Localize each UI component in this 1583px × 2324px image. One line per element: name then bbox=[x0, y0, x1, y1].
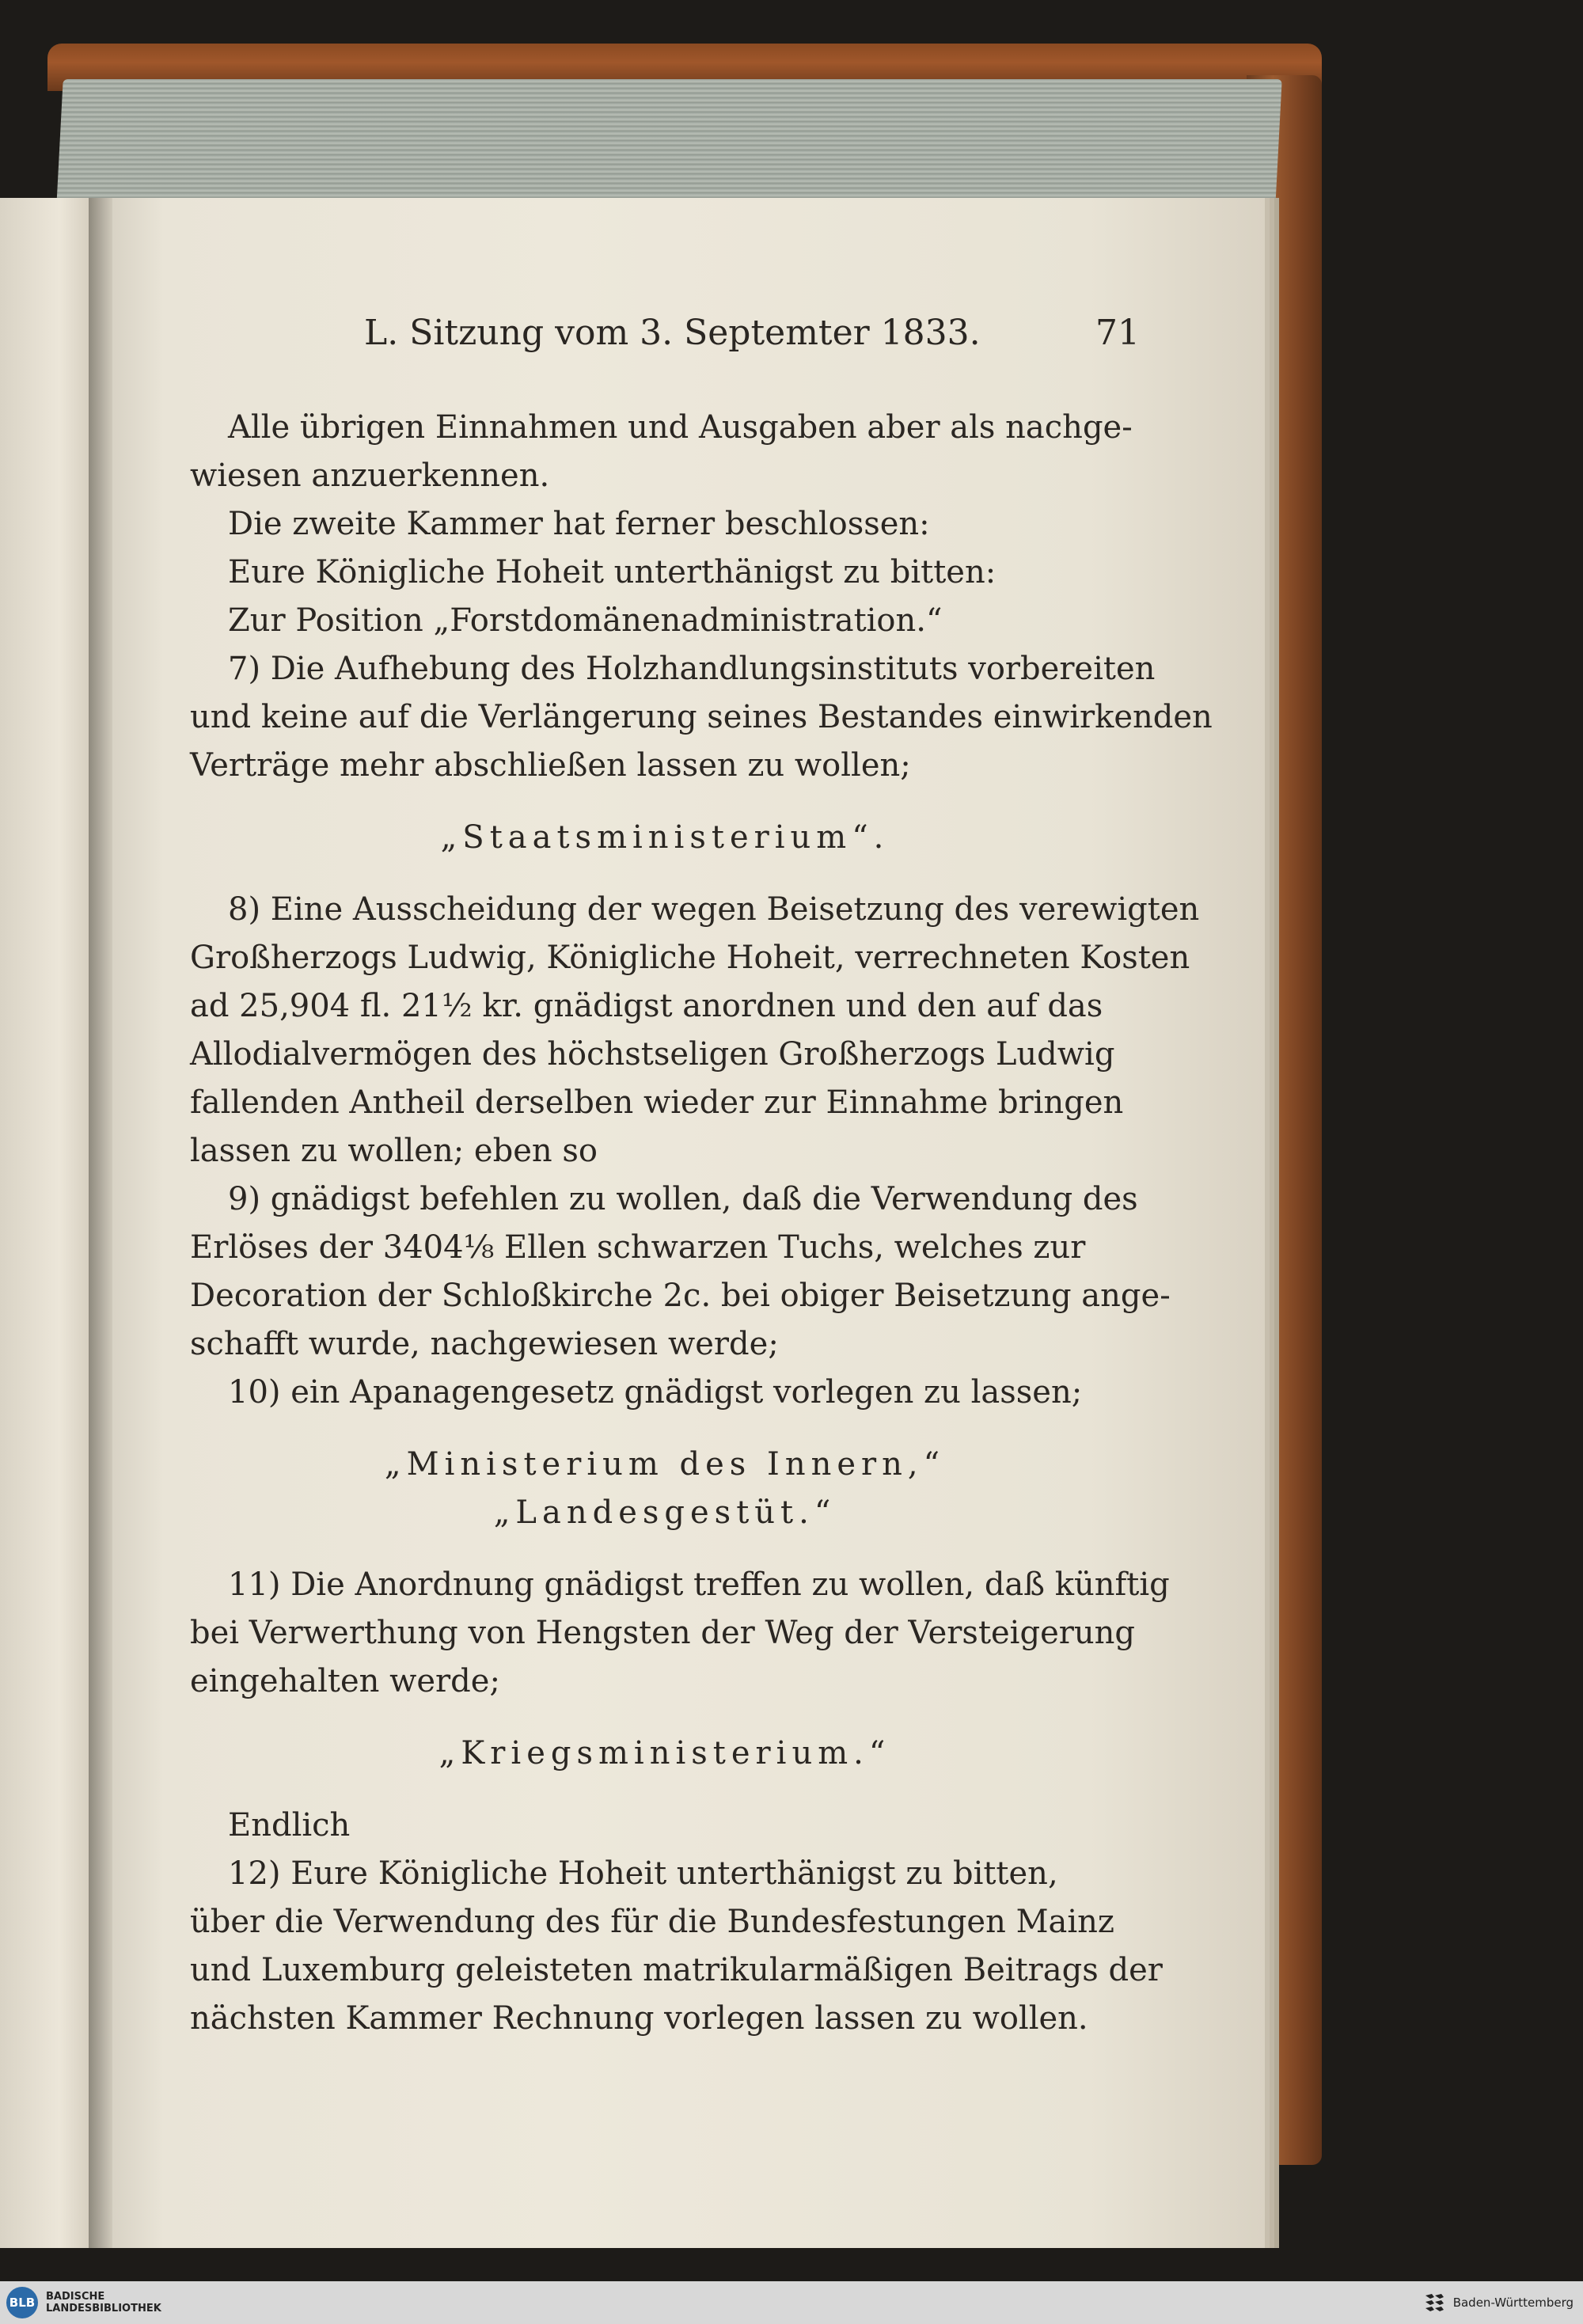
text-line: ad 25,904 fl. 21½ kr. gnädigst anordnen und den auf das bbox=[190, 988, 1103, 1024]
section-heading: „Kriegsministerium.“ bbox=[438, 1735, 891, 1771]
text-line: Eure Königliche Hoheit unterthänigst zu bitten: bbox=[228, 554, 996, 590]
blb-logo-line1: BADISCHE bbox=[46, 2291, 105, 2303]
gutter-shadow bbox=[89, 198, 112, 2248]
section-gap bbox=[190, 1706, 1140, 1730]
text-line: nächsten Kammer Rechnung vorlegen lassen zu wollen. bbox=[190, 2000, 1088, 2037]
text-line: Alle übrigen Einnahmen und Ausgaben aber als nachge- bbox=[228, 409, 1133, 446]
text-line: Verträge mehr abschließen lassen zu wollen; bbox=[190, 747, 911, 784]
text-line: und Luxemburg geleisteten matrikularmäßigen Beitrags der bbox=[190, 1952, 1163, 1988]
section-gap bbox=[190, 1778, 1140, 1802]
bw-logo bbox=[1423, 2291, 1574, 2315]
blb-logo-line2: LANDESBIBLIOTHEK bbox=[46, 2303, 161, 2315]
text-line: 7) Die Aufhebung des Holzhandlungsinstituts vorbereiten bbox=[228, 651, 1156, 687]
text-line: 11) Die Anordnung gnädigst treffen zu wollen, daß künftig bbox=[228, 1566, 1170, 1603]
text-line: 9) gnädigst befehlen zu wollen, daß die Verwendung des bbox=[228, 1181, 1138, 1217]
text-line: Großherzogs Ludwig, Königliche Hoheit, verrechneten Kosten bbox=[190, 940, 1190, 976]
section-heading: „Landesgestüt.“ bbox=[493, 1494, 837, 1531]
text-line: eingehalten werde; bbox=[190, 1663, 500, 1699]
text-line: Erlöses der 3404⅛ Ellen schwarzen Tuchs, welches zur bbox=[190, 1229, 1086, 1266]
section-heading: „Ministerium des Innern,“ bbox=[384, 1446, 946, 1483]
blb-logo-text bbox=[46, 2291, 161, 2315]
page-text bbox=[190, 404, 1213, 2043]
section-gap bbox=[190, 1537, 1140, 1561]
running-head bbox=[364, 313, 1140, 353]
left-page bbox=[0, 198, 99, 2248]
section-gap bbox=[190, 1417, 1140, 1441]
text-line: fallenden Antheil derselben wieder zur Einnahme bringen bbox=[190, 1084, 1124, 1121]
text-line: 10) ein Apanagengesetz gnädigst vorlegen zu lassen; bbox=[228, 1374, 1083, 1411]
blb-logo bbox=[6, 2287, 161, 2318]
text-line: bei Verwerthung von Hengsten der Weg der Versteigerung bbox=[190, 1615, 1136, 1651]
text-line: schafft wurde, nachgewiesen werde; bbox=[190, 1326, 779, 1362]
section-gap bbox=[190, 790, 1140, 814]
text-line: 8) Eine Ausscheidung der wegen Beisetzung des verewigten bbox=[228, 891, 1200, 928]
section-gap bbox=[190, 862, 1140, 886]
text-line: Allodialvermögen des höchstseligen Großherzogs Ludwig bbox=[190, 1036, 1115, 1073]
text-line: Decoration der Schloßkirche 2c. bei obiger Beisetzung ange- bbox=[190, 1278, 1171, 1314]
text-line: Endlich bbox=[228, 1807, 351, 1844]
text-line: Die zweite Kammer hat ferner beschlossen: bbox=[228, 506, 930, 542]
section-heading: „Staatsministerium“. bbox=[440, 819, 890, 856]
text-line: über die Verwendung des für die Bundesfestungen Mainz bbox=[190, 1904, 1115, 1940]
bw-logo-text: Baden-Württemberg bbox=[1452, 2296, 1574, 2310]
blb-badge-icon: BLB bbox=[6, 2287, 38, 2318]
lions-emblem-icon bbox=[1423, 2291, 1447, 2315]
text-line: und keine auf die Verlängerung seines Bestandes einwirkenden bbox=[190, 699, 1213, 735]
running-head-title: L. Sitzung vom 3. Septemter 1833. bbox=[364, 313, 981, 353]
text-line: Zur Position „Forstdomänenadministration.“ bbox=[228, 602, 943, 639]
text-line: 12) Eure Königliche Hoheit unterthänigst zu bitten, bbox=[228, 1855, 1058, 1892]
text-line: wiesen anzuerkennen. bbox=[190, 458, 550, 494]
text-line: lassen zu wollen; eben so bbox=[190, 1133, 598, 1169]
page-number: 71 bbox=[1095, 313, 1140, 353]
footer-bar bbox=[0, 2281, 1583, 2324]
